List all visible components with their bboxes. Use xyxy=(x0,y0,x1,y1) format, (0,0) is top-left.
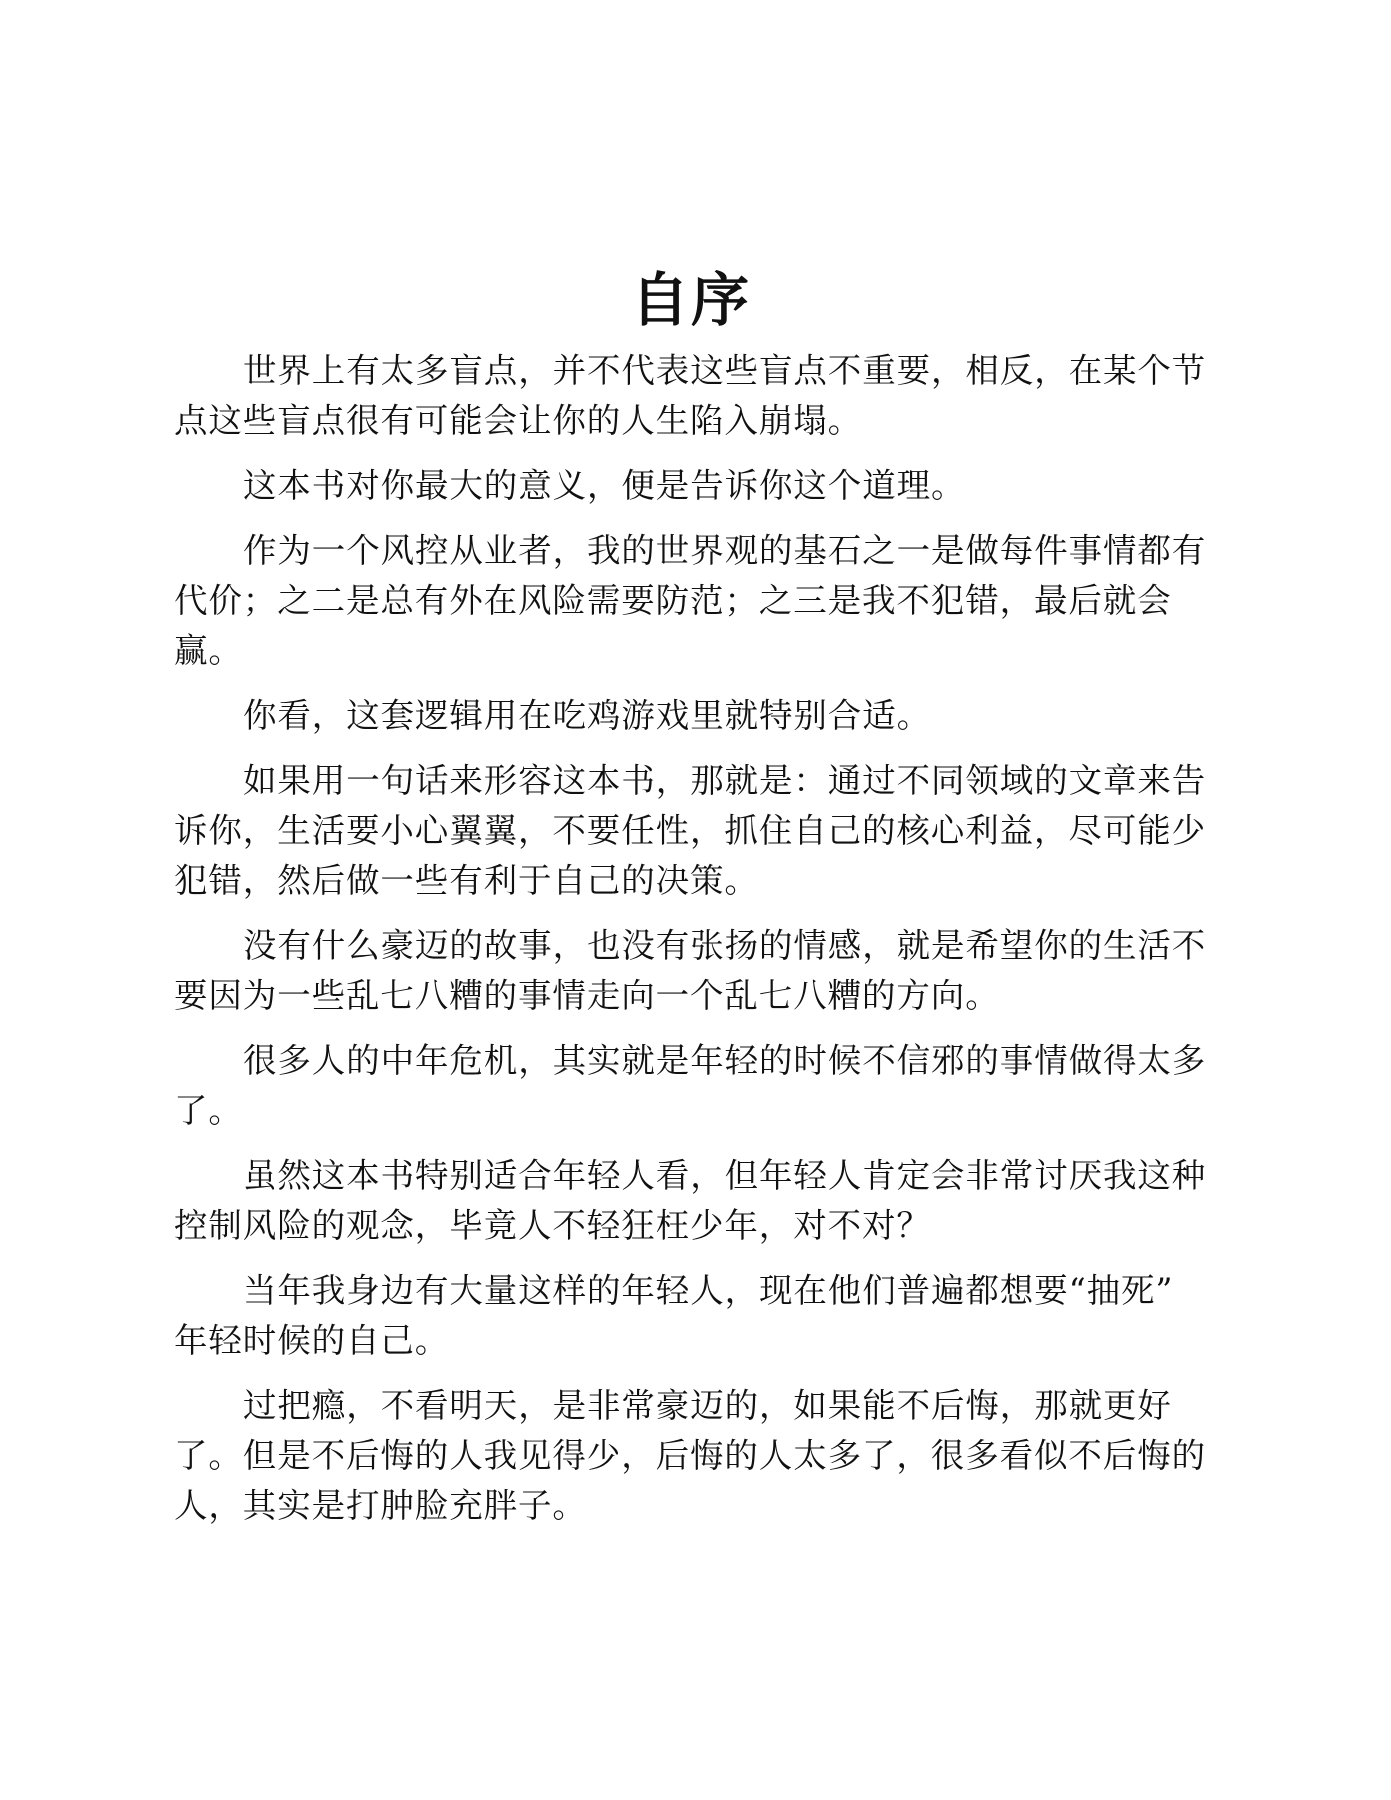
paragraph xyxy=(174,691,1208,741)
page-title: 自序 xyxy=(630,266,751,334)
text-line: 要因为一些乱七八糟的事情走向一个乱七八糟的方向。 xyxy=(174,976,1000,1015)
text-line: 了。但是不后悔的人我见得少，后悔的人太多了，很多看似不后悔的 xyxy=(174,1436,1206,1475)
document-page xyxy=(174,258,1208,1546)
text-line: 如果用一句话来形容这本书，那就是：通过不同领域的文章来告 xyxy=(243,761,1207,800)
paragraph xyxy=(174,921,1208,1021)
text-line: 你看，这套逻辑用在吃鸡游戏里就特别合适。 xyxy=(243,696,931,735)
text-line: 没有什么豪迈的故事，也没有张扬的情感，就是希望你的生活不 xyxy=(243,926,1207,965)
text-line: 诉你，生活要小心翼翼，不要任性，抓住自己的核心利益，尽可能少 xyxy=(174,811,1206,850)
text-line: 当年我身边有大量这样的年轻人，现在他们普遍都想要“抽死” xyxy=(243,1271,1174,1310)
text-line: 人，其实是打肿脸充胖子。 xyxy=(174,1486,587,1525)
paragraph xyxy=(174,461,1208,511)
paragraph xyxy=(174,1381,1208,1531)
text-line: 过把瘾，不看明天，是非常豪迈的，如果能不后悔，那就更好 xyxy=(243,1386,1172,1425)
text-line: 代价；之二是总有外在风险需要防范；之三是我不犯错，最后就会 xyxy=(174,581,1172,620)
paragraph xyxy=(174,346,1208,446)
paragraph xyxy=(174,1151,1208,1251)
text-line: 控制风险的观念，毕竟人不轻狂枉少年，对不对？ xyxy=(174,1206,931,1245)
text-line: 作为一个风控从业者，我的世界观的基石之一是做每件事情都有 xyxy=(243,531,1207,570)
text-line: 虽然这本书特别适合年轻人看，但年轻人肯定会非常讨厌我这种 xyxy=(243,1156,1207,1195)
text-line: 年轻时候的自己。 xyxy=(174,1321,450,1360)
text-line: 点这些盲点很有可能会让你的人生陷入崩塌。 xyxy=(174,401,862,440)
text-line: 赢。 xyxy=(174,631,243,670)
paragraph xyxy=(174,526,1208,676)
paragraph xyxy=(174,1036,1208,1136)
paragraph xyxy=(174,756,1208,906)
paragraph xyxy=(174,1266,1208,1366)
text-line: 这本书对你最大的意义，便是告诉你这个道理。 xyxy=(243,466,966,505)
text-line: 了。 xyxy=(174,1091,243,1130)
text-line: 很多人的中年危机，其实就是年轻的时候不信邪的事情做得太多 xyxy=(243,1041,1207,1080)
text-line: 犯错，然后做一些有利于自己的决策。 xyxy=(174,861,759,900)
text-line: 世界上有太多盲点，并不代表这些盲点不重要，相反，在某个节 xyxy=(243,351,1207,390)
